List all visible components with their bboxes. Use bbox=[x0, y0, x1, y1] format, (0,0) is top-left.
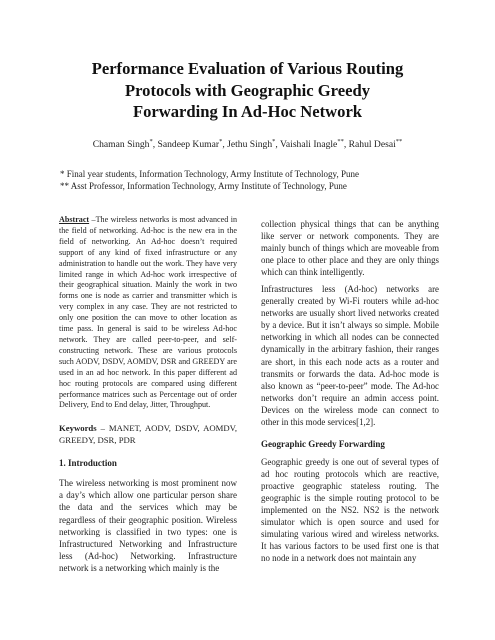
author-mark: ** bbox=[395, 137, 403, 145]
body-paragraph: Geographic greedy is one out of several types of ad hoc routing protocols which are reactive, proactive geographic stateless routing. The geographic is the simple routing protocol to be implemented on the NS2. NS2 is the network simulator which is open source and used for simulating various wired and wireless networks. It has various factors to be used first one is that no node in a network does not maintain any bbox=[261, 456, 439, 564]
right-column bbox=[261, 218, 439, 564]
keywords-text: – MANET, AODV, DSDV, AOMDV, GREEDY, DSR, PDR bbox=[59, 423, 237, 445]
title-line: Protocols with Geographic Greedy bbox=[124, 80, 371, 100]
author-mark: * bbox=[219, 137, 223, 145]
author-separator: , bbox=[275, 139, 281, 150]
abstract-text: –The wireless networks is most advanced in the field of networking. Ad-hoc is the new era in the field of networking. An Ad-hoc doesn’t required support of any kind of fixed infrastructure or any administration to handle out the work. They have very limited range in which Ad-hoc work irrespective of their geographical situation. Mainly the work in two forms one is node as carrier and transmitter which is very complex in any case. They are not restricted to only one position the can move to other location as time pass. In general is said to be wireless Ad-hoc network. They are called peer-to-peer, and self-constructing network. These are various protocols such AODV, DSDV, AOMDV, DSR and GREEDY are used in an ad hoc network. In this paper different ad hoc routing protocols are compared using different performance matrices such as Percentage out of order Delivery, End to End delay, Jitter, Throughput. bbox=[59, 215, 237, 410]
author-mark: * bbox=[149, 137, 153, 145]
intro-paragraph: The wireless networking is most prominent now a day’s which allow one particular person share the data and the services which may be regardless of their geographic position. Wireless networking is classified in two types: one is Infrastructured Networking and Infrastructure less (Ad-hoc) Networking. Infrastructure network is a networking which mainly is the bbox=[59, 478, 237, 573]
author-mark: ** bbox=[337, 137, 344, 145]
section-heading-greedy: Geographic Greedy Forwarding bbox=[261, 438, 385, 449]
author-list bbox=[40, 138, 455, 151]
paper-title bbox=[40, 58, 455, 123]
title-line: Forwarding In Ad-Hoc Network bbox=[132, 102, 363, 121]
author-name: Rahul Desai bbox=[348, 139, 396, 150]
author-separator: , bbox=[152, 139, 158, 150]
author-mark: * bbox=[272, 137, 276, 145]
keywords-label: Keywords bbox=[59, 423, 97, 434]
affiliation-students: * Final year students, Information Technology, Army Institute of Technology, Pune bbox=[60, 169, 359, 179]
body-paragraph: Infrastructures less (Ad-hoc) networks are generally created by Wi-Fi routers while ad-hoc networks are usually short lived networks created by a device. But it isn’t always so simple. Mobile networking in which all nodes can be connected dynamically in the arbitrary fashion, their ranges are short, in this each node acts as a router and transmits or forwards the data. Ad-hoc mode is also known as “peer-to-peer” mode. The Ad-hoc networks don’t require an admin access point. Devices on the wireless mode can connect to other in this mode services[1,2]. bbox=[261, 284, 439, 427]
keywords-paragraph bbox=[59, 423, 237, 446]
author-name: Vaishali Inagle bbox=[280, 139, 338, 150]
author-separator: , bbox=[222, 139, 228, 150]
left-column bbox=[59, 215, 237, 574]
author-separator: , bbox=[343, 139, 349, 150]
body-paragraph: collection physical things that can be anything like server or network components. They are mainly bunch of things which are moveable from one place to other place and they are only things which can think intelligently. bbox=[261, 219, 439, 278]
affiliation-faculty: ** Asst Professor, Information Technology, Army Institute of Technology, Pune bbox=[60, 181, 347, 191]
author-name: Jethu Singh bbox=[227, 139, 273, 150]
abstract-label: Abstract bbox=[59, 215, 90, 224]
abstract-paragraph bbox=[59, 215, 237, 411]
intro-heading: 1. Introduction bbox=[59, 458, 117, 469]
author-name: Chaman Singh bbox=[92, 139, 150, 150]
author-name: Sandeep Kumar bbox=[157, 139, 220, 150]
title-line: Performance Evaluation of Various Routing bbox=[91, 59, 404, 78]
